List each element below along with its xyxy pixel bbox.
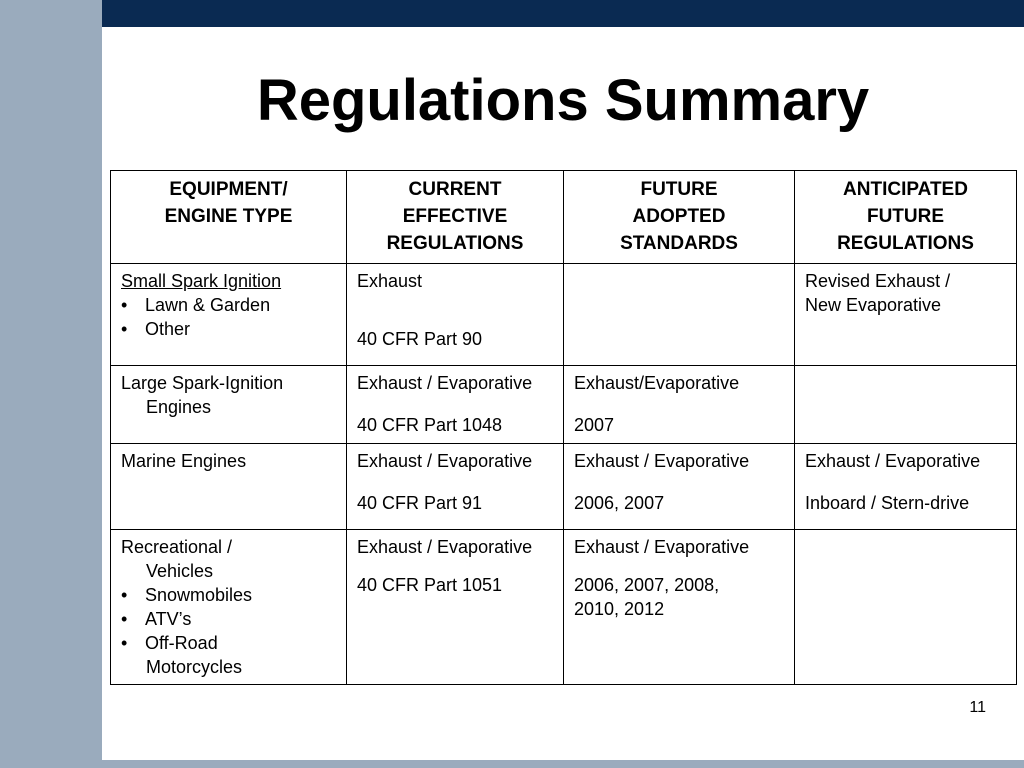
header-anticipated: ANTICIPATED FUTURE REGULATIONS [795, 171, 1017, 264]
equipment-cell: Large Spark-Ignition Engines [111, 366, 347, 444]
current-cell: Exhaust / Evaporative 40 CFR Part 91 [347, 444, 564, 530]
table-row [111, 366, 1017, 444]
bullet-item: • Snowmobiles [121, 583, 336, 607]
future-cell: Exhaust / Evaporative 2006, 2007 [564, 444, 795, 530]
current-cell: Exhaust / Evaporative 40 CFR Part 1048 [347, 366, 564, 444]
anticipated-cell [795, 530, 1017, 685]
top-decorative-bar [102, 0, 1024, 27]
current-cell: Exhaust 40 CFR Part 90 [347, 264, 564, 366]
future-cell: Exhaust / Evaporative 2006, 2007, 2008, 2010, 2012 [564, 530, 795, 685]
anticipated-cell: Exhaust / Evaporative Inboard / Stern-drive [795, 444, 1017, 530]
future-cell [564, 264, 795, 366]
bullet-item: • Other [121, 317, 336, 341]
bottom-decorative-bar [102, 760, 1024, 768]
bullet-item: • Lawn & Garden [121, 293, 336, 317]
regulations-table [110, 170, 1017, 685]
bullet-item: • ATV’s [121, 607, 336, 631]
equipment-heading: Small Spark Ignition [121, 271, 282, 291]
current-cell: Exhaust / Evaporative 40 CFR Part 1051 [347, 530, 564, 685]
equipment-cell: Recreational / Vehicles • Snowmobiles • ATV’s • Off-Road Motorcycles [111, 530, 347, 685]
header-current: CURRENT EFFECTIVE REGULATIONS [347, 171, 564, 264]
left-decorative-bar [0, 0, 102, 768]
bullet-item: • Off-Road [121, 631, 336, 655]
equipment-cell [111, 264, 347, 366]
anticipated-cell: Revised Exhaust / New Evaporative [795, 264, 1017, 366]
slide-title: Regulations Summary [256, 68, 870, 133]
anticipated-cell [795, 366, 1017, 444]
table-row [111, 264, 1017, 366]
header-equipment: EQUIPMENT/ ENGINE TYPE [111, 171, 347, 264]
table-row [111, 444, 1017, 530]
future-cell: Exhaust/Evaporative 2007 [564, 366, 795, 444]
equipment-cell: Marine Engines [111, 444, 347, 530]
header-future: FUTURE ADOPTED STANDARDS [564, 171, 795, 264]
page-number: 11 [969, 699, 986, 716]
table-header-row [111, 171, 1017, 264]
table-row [111, 530, 1017, 685]
